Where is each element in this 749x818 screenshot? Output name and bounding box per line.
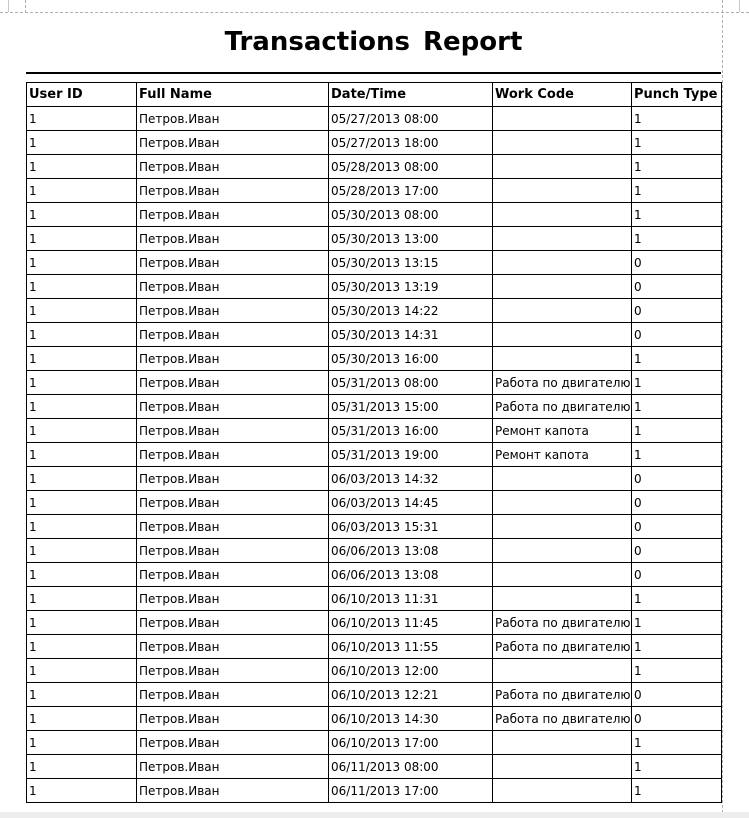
user-id-cell: 1 [27, 491, 137, 515]
table-row [27, 131, 722, 155]
punch-type-cell: 1 [632, 107, 722, 131]
table-row [27, 395, 722, 419]
full-name-cell: Петров.Иван [137, 707, 329, 731]
work-code-cell [493, 131, 632, 155]
table-row [27, 491, 722, 515]
date-time-cell: 06/10/2013 14:30 [329, 707, 493, 731]
punch-type-cell: 1 [632, 731, 722, 755]
user-id-cell: 1 [27, 323, 137, 347]
full-name-cell: Петров.Иван [137, 155, 329, 179]
full-name-cell: Петров.Иван [137, 731, 329, 755]
table-row [27, 251, 722, 275]
table-row [27, 347, 722, 371]
full-name-cell: Петров.Иван [137, 683, 329, 707]
date-time-cell: 06/10/2013 11:45 [329, 611, 493, 635]
date-time-cell: 05/31/2013 08:00 [329, 371, 493, 395]
date-time-cell: 06/11/2013 17:00 [329, 779, 493, 803]
punch-type-cell: 0 [632, 539, 722, 563]
user-id-cell: 1 [27, 707, 137, 731]
work-code-cell: Работа по двигателю [493, 683, 632, 707]
user-id-cell: 1 [27, 203, 137, 227]
punch-type-cell: 0 [632, 275, 722, 299]
punch-type-cell: 0 [632, 563, 722, 587]
date-time-cell: 05/28/2013 08:00 [329, 155, 493, 179]
work-code-cell: Работа по двигателю [493, 635, 632, 659]
table-body [27, 107, 722, 803]
full-name-cell: Петров.Иван [137, 179, 329, 203]
punch-type-cell: 1 [632, 611, 722, 635]
punch-type-cell: 1 [632, 179, 722, 203]
full-name-cell: Петров.Иван [137, 419, 329, 443]
punch-type-cell: 0 [632, 683, 722, 707]
date-time-cell: 05/30/2013 13:00 [329, 227, 493, 251]
punch-type-cell: 1 [632, 371, 722, 395]
table-row [27, 611, 722, 635]
full-name-cell: Петров.Иван [137, 563, 329, 587]
date-time-cell: 05/27/2013 18:00 [329, 131, 493, 155]
punch-type-cell: 1 [632, 203, 722, 227]
table-row [27, 155, 722, 179]
table-header-row [27, 83, 722, 107]
column-header-work-code: Work Code [493, 83, 632, 107]
full-name-cell: Петров.Иван [137, 107, 329, 131]
work-code-cell [493, 755, 632, 779]
work-code-cell: Работа по двигателю [493, 611, 632, 635]
date-time-cell: 06/10/2013 11:55 [329, 635, 493, 659]
punch-type-cell: 1 [632, 131, 722, 155]
punch-type-cell: 1 [632, 395, 722, 419]
full-name-cell: Петров.Иван [137, 539, 329, 563]
full-name-cell: Петров.Иван [137, 491, 329, 515]
date-time-cell: 05/30/2013 13:15 [329, 251, 493, 275]
punch-type-cell: 0 [632, 491, 722, 515]
full-name-cell: Петров.Иван [137, 443, 329, 467]
user-id-cell: 1 [27, 251, 137, 275]
table-row [27, 659, 722, 683]
work-code-cell: Ремонт капота [493, 419, 632, 443]
page-margin-guide-right [722, 0, 723, 818]
date-time-cell: 05/27/2013 08:00 [329, 107, 493, 131]
full-name-cell: Петров.Иван [137, 299, 329, 323]
report-title: Transactions Report [224, 27, 523, 57]
user-id-cell: 1 [27, 515, 137, 539]
work-code-cell [493, 779, 632, 803]
work-code-cell [493, 587, 632, 611]
full-name-cell: Петров.Иван [137, 467, 329, 491]
user-id-cell: 1 [27, 659, 137, 683]
title-underline [26, 72, 721, 74]
column-header-date-time: Date/Time [329, 83, 493, 107]
work-code-cell [493, 203, 632, 227]
date-time-cell: 06/06/2013 13:08 [329, 539, 493, 563]
table-row [27, 731, 722, 755]
user-id-cell: 1 [27, 419, 137, 443]
table-row [27, 467, 722, 491]
full-name-cell: Петров.Иван [137, 203, 329, 227]
work-code-cell [493, 107, 632, 131]
date-time-cell: 06/03/2013 14:32 [329, 467, 493, 491]
user-id-cell: 1 [27, 155, 137, 179]
table-row [27, 275, 722, 299]
punch-type-cell: 1 [632, 779, 722, 803]
table-row [27, 227, 722, 251]
full-name-cell: Петров.Иван [137, 371, 329, 395]
date-time-cell: 05/30/2013 14:22 [329, 299, 493, 323]
punch-type-cell: 0 [632, 323, 722, 347]
work-code-cell [493, 179, 632, 203]
work-code-cell: Работа по двигателю [493, 371, 632, 395]
table-row [27, 443, 722, 467]
table-row [27, 635, 722, 659]
punch-type-cell: 1 [632, 347, 722, 371]
work-code-cell [493, 563, 632, 587]
date-time-cell: 06/06/2013 13:08 [329, 563, 493, 587]
full-name-cell: Петров.Иван [137, 659, 329, 683]
work-code-cell: Работа по двигателю [493, 395, 632, 419]
punch-type-cell: 0 [632, 707, 722, 731]
user-id-cell: 1 [27, 371, 137, 395]
table-row [27, 107, 722, 131]
full-name-cell: Петров.Иван [137, 323, 329, 347]
work-code-cell [493, 491, 632, 515]
user-id-cell: 1 [27, 179, 137, 203]
user-id-cell: 1 [27, 227, 137, 251]
table-row [27, 299, 722, 323]
work-code-cell [493, 155, 632, 179]
user-id-cell: 1 [27, 395, 137, 419]
full-name-cell: Петров.Иван [137, 779, 329, 803]
work-code-cell [493, 251, 632, 275]
user-id-cell: 1 [27, 443, 137, 467]
table-row [27, 707, 722, 731]
column-header-full-name: Full Name [137, 83, 329, 107]
date-time-cell: 06/03/2013 14:45 [329, 491, 493, 515]
date-time-cell: 05/30/2013 16:00 [329, 347, 493, 371]
page-bottom-edge [0, 812, 749, 818]
punch-type-cell: 1 [632, 755, 722, 779]
table-row [27, 539, 722, 563]
transactions-table [26, 82, 722, 803]
table-row [27, 683, 722, 707]
user-id-cell: 1 [27, 731, 137, 755]
table-row [27, 419, 722, 443]
report-page [25, 13, 722, 812]
date-time-cell: 06/11/2013 08:00 [329, 755, 493, 779]
user-id-cell: 1 [27, 275, 137, 299]
table-row [27, 779, 722, 803]
table-row [27, 371, 722, 395]
punch-type-cell: 0 [632, 251, 722, 275]
full-name-cell: Петров.Иван [137, 251, 329, 275]
user-id-cell: 1 [27, 347, 137, 371]
ruler-tick [739, 0, 740, 12]
full-name-cell: Петров.Иван [137, 755, 329, 779]
column-header-punch-type: Punch Type [632, 83, 722, 107]
work-code-cell: Ремонт капота [493, 443, 632, 467]
punch-type-cell: 1 [632, 443, 722, 467]
punch-type-cell: 0 [632, 299, 722, 323]
ruler-tick [8, 0, 9, 12]
table-row [27, 179, 722, 203]
punch-type-cell: 1 [632, 587, 722, 611]
user-id-cell: 1 [27, 779, 137, 803]
date-time-cell: 05/28/2013 17:00 [329, 179, 493, 203]
work-code-cell: Работа по двигателю [493, 707, 632, 731]
full-name-cell: Петров.Иван [137, 131, 329, 155]
table-row [27, 323, 722, 347]
punch-type-cell: 1 [632, 227, 722, 251]
punch-type-cell: 1 [632, 419, 722, 443]
user-id-cell: 1 [27, 635, 137, 659]
work-code-cell [493, 539, 632, 563]
full-name-cell: Петров.Иван [137, 275, 329, 299]
work-code-cell [493, 347, 632, 371]
date-time-cell: 06/03/2013 15:31 [329, 515, 493, 539]
user-id-cell: 1 [27, 755, 137, 779]
work-code-cell [493, 275, 632, 299]
user-id-cell: 1 [27, 683, 137, 707]
column-header-user-id: User ID [27, 83, 137, 107]
user-id-cell: 1 [27, 299, 137, 323]
date-time-cell: 06/10/2013 12:00 [329, 659, 493, 683]
work-code-cell [493, 227, 632, 251]
work-code-cell [493, 731, 632, 755]
punch-type-cell: 1 [632, 155, 722, 179]
full-name-cell: Петров.Иван [137, 611, 329, 635]
punch-type-cell: 1 [632, 659, 722, 683]
user-id-cell: 1 [27, 467, 137, 491]
date-time-cell: 05/31/2013 15:00 [329, 395, 493, 419]
user-id-cell: 1 [27, 611, 137, 635]
table-row [27, 587, 722, 611]
table-row [27, 563, 722, 587]
date-time-cell: 06/10/2013 11:31 [329, 587, 493, 611]
user-id-cell: 1 [27, 587, 137, 611]
table-row [27, 203, 722, 227]
punch-type-cell: 0 [632, 467, 722, 491]
date-time-cell: 06/10/2013 12:21 [329, 683, 493, 707]
date-time-cell: 05/30/2013 08:00 [329, 203, 493, 227]
work-code-cell [493, 299, 632, 323]
punch-type-cell: 1 [632, 635, 722, 659]
full-name-cell: Петров.Иван [137, 635, 329, 659]
work-code-cell [493, 323, 632, 347]
full-name-cell: Петров.Иван [137, 347, 329, 371]
date-time-cell: 05/30/2013 13:19 [329, 275, 493, 299]
user-id-cell: 1 [27, 131, 137, 155]
date-time-cell: 05/31/2013 19:00 [329, 443, 493, 467]
date-time-cell: 05/31/2013 16:00 [329, 419, 493, 443]
table-row [27, 515, 722, 539]
user-id-cell: 1 [27, 539, 137, 563]
full-name-cell: Петров.Иван [137, 515, 329, 539]
full-name-cell: Петров.Иван [137, 395, 329, 419]
user-id-cell: 1 [27, 107, 137, 131]
full-name-cell: Петров.Иван [137, 587, 329, 611]
punch-type-cell: 0 [632, 515, 722, 539]
work-code-cell [493, 515, 632, 539]
date-time-cell: 06/10/2013 17:00 [329, 731, 493, 755]
user-id-cell: 1 [27, 563, 137, 587]
work-code-cell [493, 467, 632, 491]
table-row [27, 755, 722, 779]
work-code-cell [493, 659, 632, 683]
date-time-cell: 05/30/2013 14:31 [329, 323, 493, 347]
full-name-cell: Петров.Иван [137, 227, 329, 251]
